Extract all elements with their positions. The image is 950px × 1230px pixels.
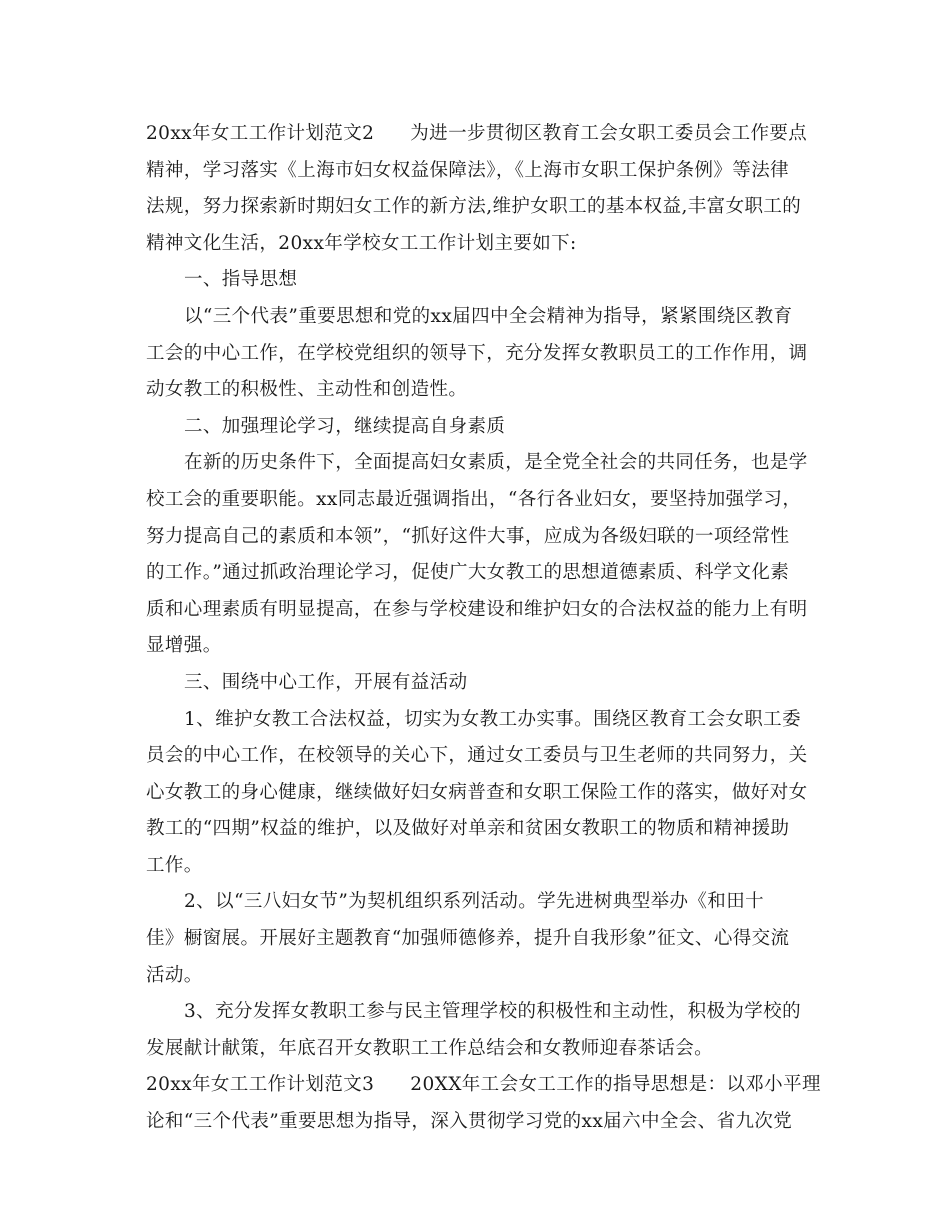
- text-line: 工会的中心工作，在学校党组织的领导下，充分发挥女教职员工的工作作用，调: [146, 342, 808, 364]
- text-line: 校工会的重要职能。xx同志最近强调指出，“各行各业妇女，要坚持加强学习，: [146, 488, 802, 510]
- section-heading-3: [146, 665, 806, 702]
- text-line: [146, 116, 806, 153]
- section-1-paragraph: [146, 299, 806, 409]
- text-line: 动女教工的积极性、主动性和创造性。: [146, 379, 468, 401]
- text-line: 活动。: [146, 964, 203, 986]
- section-2-paragraph: [146, 445, 806, 665]
- plan-3-paragraph: [146, 1067, 821, 1140]
- section-heading-2: [146, 409, 806, 446]
- text-line: 教工的“四期”权益的维护，以及做好对单亲和贫困女教职工的物质和精神援助: [146, 818, 790, 840]
- text-line: 努力提高自己的素质和本领”，“抓好这件大事，应成为各级妇联的一项经常性: [146, 525, 790, 547]
- text-line: 精神，学习落实《上海市妇女权益保障法》，《上海市女职工保护条例》等法律: [146, 159, 790, 181]
- text-line: 论和“三个代表”重要思想为指导，深入贯彻学习党的xx届六中全会、省九次党: [146, 1111, 793, 1133]
- text-line: 精神文化生活，20xx年学校女工工作计划主要如下:: [146, 232, 577, 254]
- section-heading-1: [146, 262, 806, 299]
- text-line: 发展献计献策，年底召开女教职工工作总结会和女教师迎春茶话会。: [146, 1037, 714, 1059]
- heading-text: 二、加强理论学习，继续提高自身素质: [184, 415, 506, 437]
- document-body: [146, 116, 821, 1141]
- item-2-paragraph: [146, 884, 806, 994]
- text-line: 质和心理素质有明显提高，在参与学校建设和维护妇女的合法权益的能力上有明: [146, 598, 808, 620]
- text-segment: 为进一步贯彻区教育工会女职工委员会工作要点: [410, 123, 808, 144]
- text-line: 工作。: [146, 854, 203, 876]
- text-line: 法规，努力探索新时期妇女工作的新方法,维护女职工的基本权益,丰富女职工的: [146, 196, 802, 218]
- text-segment: 20XX年工会女工工作的指导思想是：以邓小平理: [410, 1074, 821, 1096]
- item-1-paragraph: [146, 702, 806, 885]
- text-line: 在新的历史条件下，全面提高妇女素质，是全党全社会的共同任务，也是学: [184, 452, 808, 474]
- text-line: 的工作。”通过抓政治理论学习，促使广大女教工的思想道德素质、科学文化素: [146, 562, 790, 584]
- text-line: 1、维护女教工合法权益，切实为女教工办实事。围绕区教育工会女职工委: [184, 708, 801, 730]
- plan-title-2: 20xx年女工工作计划范文2: [146, 123, 375, 144]
- heading-text: 三、围绕中心工作，开展有益活动: [184, 671, 468, 693]
- text-line: 以“三个代表”重要思想和党的xx届四中全会精神为指导，紧紧围绕区教育: [184, 305, 793, 327]
- text-line: 显增强。: [146, 635, 222, 657]
- text-line: 员会的中心工作，在校领导的关心下，通过女工委员与卫生老师的共同努力，关: [146, 745, 808, 767]
- item-3-paragraph: [146, 994, 806, 1067]
- text-line: 3、充分发挥女教职工参与民主管理学校的积极性和主动性，积极为学校的: [184, 1001, 801, 1023]
- text-line: 2、以“三八妇女节”为契机组织系列活动。学先进树典型举办《和田十: [184, 891, 764, 913]
- intro-paragraph: [146, 116, 806, 262]
- text-line: 心女教工的身心健康，继续做好妇女病普查和女职工保险工作的落实，做好对女: [146, 781, 808, 803]
- heading-text: 一、指导思想: [184, 269, 298, 291]
- text-line: [146, 1067, 821, 1104]
- text-line: 佳》橱窗展。开展好主题教育“加强师德修养，提升自我形象”征文、心得交流: [146, 928, 790, 950]
- plan-title-3: 20xx年女工工作计划范文3: [146, 1074, 375, 1096]
